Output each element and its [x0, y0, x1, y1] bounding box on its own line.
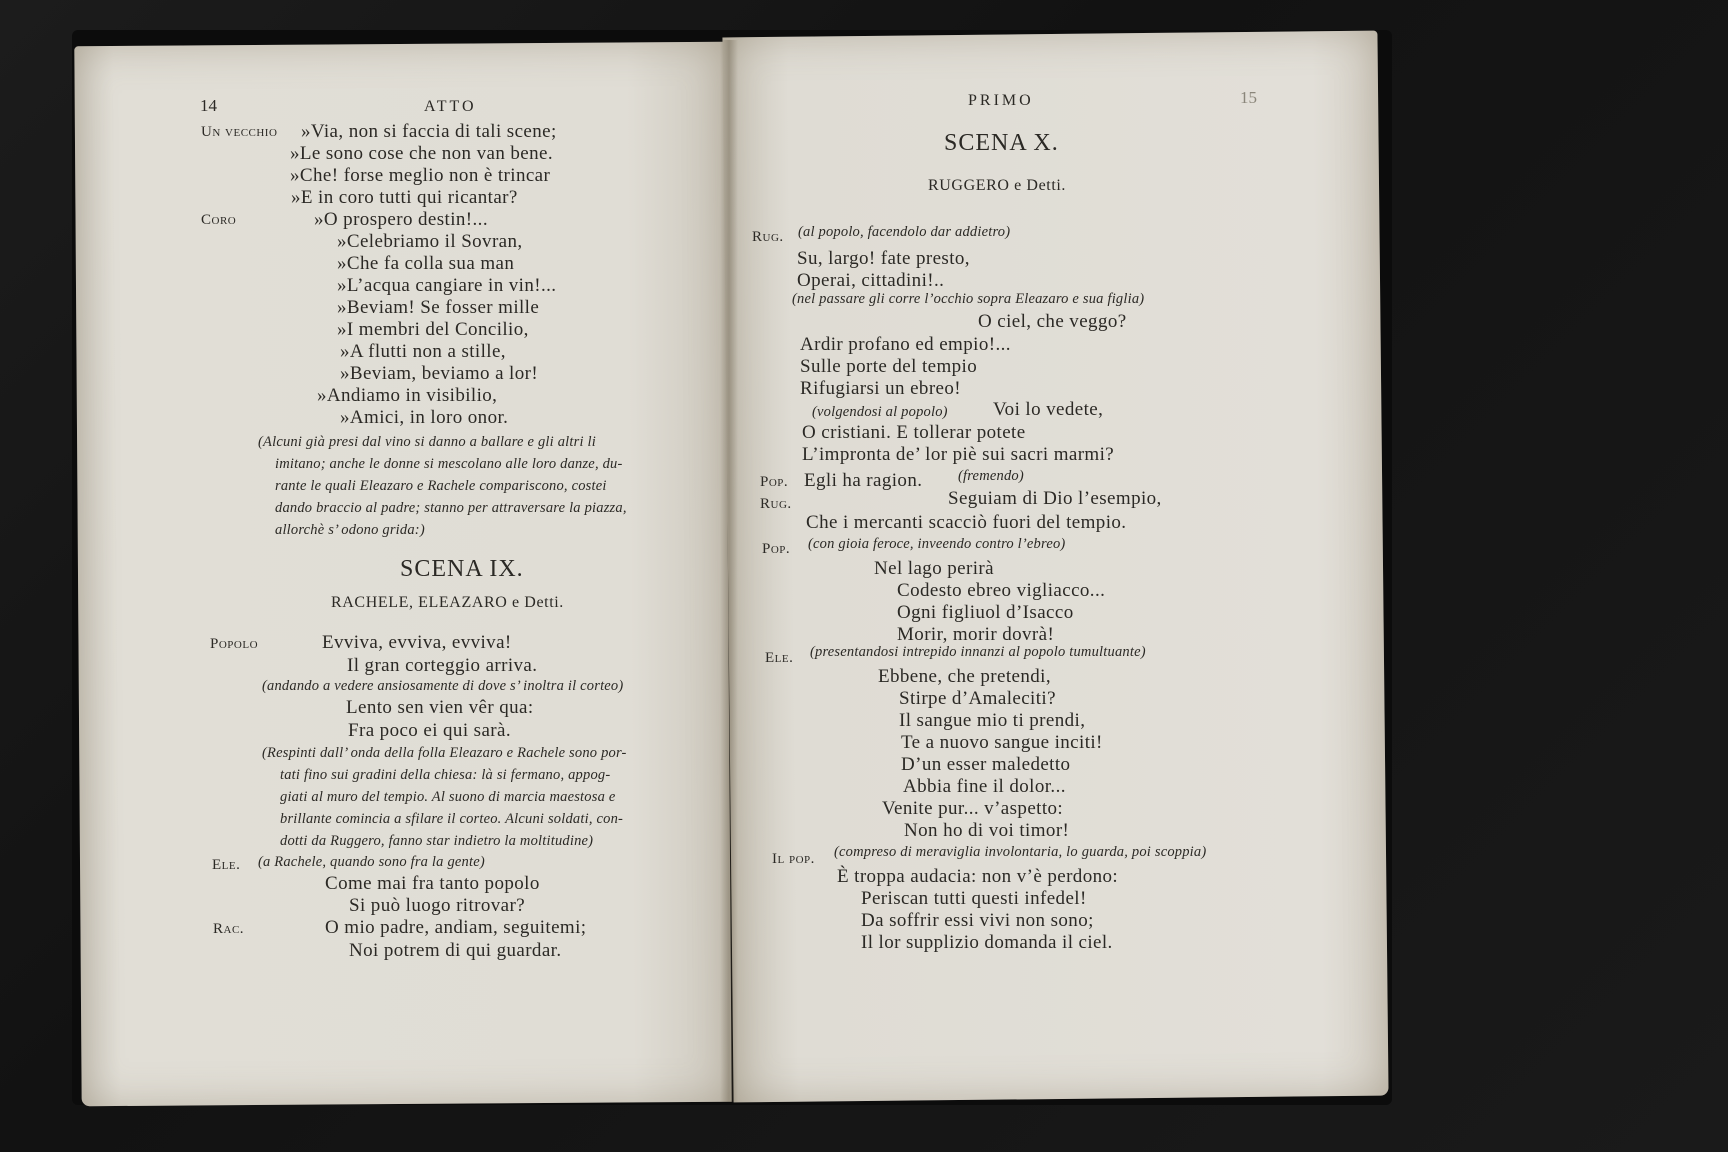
page-number: 14: [200, 96, 217, 115]
stage-direction: (compreso di meraviglia involontaria, lo guarda, poi scoppia): [834, 844, 1207, 860]
verse-line: Ardir profano ed empio!...: [800, 334, 1011, 355]
verse-line: Su, largo! fate presto,: [797, 248, 970, 269]
verse-line: »Che fa colla sua man: [337, 253, 515, 274]
verse-line: Seguiam di Dio l’esempio,: [948, 488, 1162, 509]
speaker: Un vecchio: [201, 124, 278, 140]
verse-line: Venite pur... v’aspetto:: [882, 798, 1064, 819]
scene-cast: RACHELE, ELEAZARO e Detti.: [331, 594, 564, 611]
verse-line: »Che! forse meglio non è trincar: [290, 165, 551, 186]
verse-line: »O prospero destin!...: [314, 209, 488, 230]
verse-line: »Andiamo in visibilio,: [317, 385, 498, 406]
verse-line: Lento sen vien vêr qua:: [346, 697, 534, 718]
verse-line: »I membri del Concilio,: [337, 319, 529, 340]
stage-direction: (con gioia feroce, inveendo contro l’ebreo): [808, 536, 1066, 552]
verse-line: »Beviam! Se fosser mille: [337, 297, 540, 318]
scene-title: SCENA X.: [944, 130, 1059, 156]
speaker: Pop.: [760, 474, 789, 490]
stage-direction: tati fino sui gradini della chiesa: là si fermano, appog-: [280, 767, 611, 783]
verse-line: Noi potrem di qui guardar.: [349, 940, 562, 961]
verse-line: Sulle porte del tempio: [800, 356, 978, 377]
running-head: PRIMO: [968, 92, 1034, 109]
speaker: Il pop.: [772, 851, 815, 867]
stage-direction: giati al muro del tempio. Al suono di marcia maestosa e: [280, 789, 616, 805]
verse-line: Che i mercanti scacciò fuori del tempio.: [806, 512, 1127, 533]
verse-line: È troppa audacia: non v’è perdono:: [837, 866, 1119, 887]
verse-line: Evviva, evviva, evviva!: [322, 632, 512, 653]
page-number: 15: [1240, 88, 1257, 107]
stage-direction: (presentandosi intrepido innanzi al popolo tumultuante): [810, 644, 1146, 660]
verse-line: »Via, non si faccia di tali scene;: [301, 121, 557, 142]
verse-line: Morir, morir dovrà!: [897, 624, 1055, 645]
verse-line: Fra poco ei qui sarà.: [348, 720, 511, 741]
stage-direction: (a Rachele, quando sono fra la gente): [258, 854, 485, 870]
verse-line: Voi lo vedete,: [993, 399, 1104, 420]
verse-line: Si può luogo ritrovar?: [349, 895, 526, 916]
verse-line: Periscan tutti questi infedel!: [861, 888, 1087, 909]
verse-line: O cristiani. E tollerar potete: [802, 422, 1026, 443]
speaker: Popolo: [210, 636, 259, 652]
verse-line: Come mai fra tanto popolo: [325, 873, 540, 894]
verse-line: Non ho di voi timor!: [904, 820, 1070, 841]
verse-line: Il sangue mio ti prendi,: [899, 710, 1086, 731]
verse-line: Ebbene, che pretendi,: [878, 666, 1051, 687]
speaker: Coro: [201, 212, 237, 228]
stage-direction: (volgendosi al popolo): [812, 404, 948, 420]
speaker: Ele.: [212, 857, 241, 873]
verse-line: Te a nuovo sangue inciti!: [901, 732, 1103, 753]
speaker: Pop.: [762, 541, 791, 557]
stage-direction: (al popolo, facendolo dar addietro): [798, 224, 1011, 240]
verse-line: Codesto ebreo vigliacco...: [897, 580, 1106, 601]
verse-line: Rifugiarsi un ebreo!: [800, 378, 962, 399]
verse-line: Il gran corteggio arriva.: [347, 655, 538, 676]
speaker: Rug.: [760, 496, 792, 512]
stage-direction: (fremendo): [958, 468, 1024, 484]
stage-direction: (Respinti dall’ onda della folla Eleazaro e Rachele sono por-: [262, 745, 627, 761]
verse-line: Da soffrir essi vivi non sono;: [861, 910, 1094, 931]
stage-direction: dando braccio al padre; stanno per attraversare la piazza,: [275, 500, 627, 516]
verse-line: »Beviam, beviamo a lor!: [340, 363, 539, 384]
verse-line: Abbia fine il dolor...: [903, 776, 1066, 797]
verse-line: »Le sono cose che non van bene.: [290, 143, 554, 164]
verse-line: »Celebriamo il Sovran,: [337, 231, 523, 252]
stage-direction: allorchè s’ odono grida:): [275, 522, 425, 538]
verse-line: Il lor supplizio domanda il ciel.: [861, 932, 1113, 953]
verse-line: L’impronta de’ lor piè sui sacri marmi?: [802, 444, 1115, 465]
speaker: Rac.: [213, 921, 245, 937]
verse-line: Ogni figliuol d’Isacco: [897, 602, 1074, 623]
stage-direction: imitano; anche le donne si mescolano alle loro danze, du-: [275, 456, 623, 472]
verse-line: Operai, cittadini!..: [797, 270, 945, 291]
verse-line: D’un esser maledetto: [901, 754, 1071, 775]
stage-direction: (nel passare gli corre l’occhio sopra Eleazaro e sua figlia): [792, 291, 1145, 307]
stage-direction: brillante comincia a sfilare il corteo. Alcuni soldati, con-: [280, 811, 624, 827]
verse-line: »Amici, in loro onor.: [340, 407, 509, 428]
verse-line: O ciel, che veggo?: [978, 311, 1127, 332]
running-head: ATTO: [424, 98, 477, 115]
verse-line: Stirpe d’Amaleciti?: [899, 688, 1056, 709]
verse-line: Egli ha ragion.: [804, 470, 923, 491]
verse-line: »E in coro tutti qui ricantar?: [291, 187, 518, 208]
verse-line: »A flutti non a stille,: [340, 341, 506, 362]
stage-direction: (andando a vedere ansiosamente di dove s’ inoltra il corteo): [262, 678, 624, 694]
stage-direction: dotti da Ruggero, fanno star indietro la moltitudine): [280, 833, 594, 849]
speaker: Rug.: [752, 229, 784, 245]
book-gutter: [720, 40, 738, 1102]
scene-title: SCENA IX.: [400, 556, 524, 582]
verse-line: Nel lago perirà: [874, 558, 994, 579]
speaker: Ele.: [765, 650, 794, 666]
verse-line: O mio padre, andiam, seguitemi;: [325, 917, 587, 938]
stage-direction: (Alcuni già presi dal vino si danno a ballare e gli altri li: [258, 434, 596, 450]
verse-line: »L’acqua cangiare in vin!...: [337, 275, 557, 296]
stage-direction: rante le quali Eleazaro e Rachele compariscono, costei: [275, 478, 607, 494]
scene-cast: RUGGERO e Detti.: [928, 177, 1067, 194]
